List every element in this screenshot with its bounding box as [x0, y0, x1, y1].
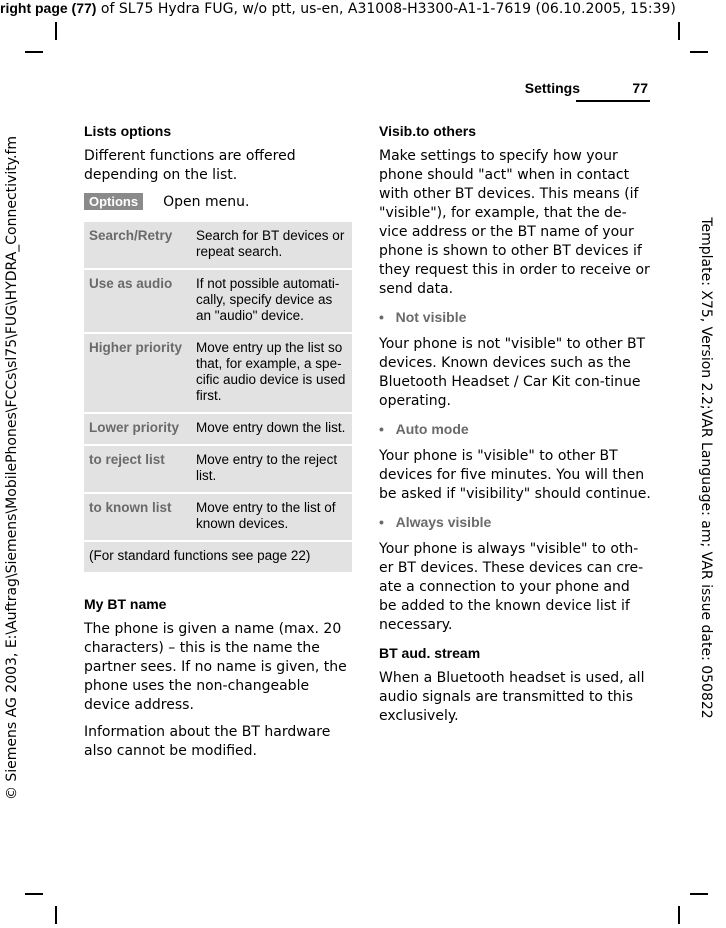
option-name: Use as audio	[84, 270, 191, 332]
lists-options-heading: Lists options	[84, 123, 172, 139]
options-softkey: Options	[84, 193, 143, 210]
lists-options-intro: Different functions are offered depending on the list.	[84, 148, 296, 183]
table-row	[84, 446, 352, 492]
print-header-page: right page (77)	[0, 0, 97, 16]
not-visible-text: Your phone is not "visible" to other BT devices. Known devices such as the Bluetooth Headset / Car Kit con-tinue operating.	[379, 336, 646, 409]
print-header-info: of SL75 Hydra FUG, w/o ptt, us-en, A31008-H3300-A1-1-7619 (06.10.2005, 15:39)	[96, 1, 676, 17]
table-row	[84, 334, 352, 412]
table-row	[84, 270, 352, 332]
option-name: to reject list	[84, 446, 191, 492]
option-name: to known list	[84, 494, 191, 540]
option-description: Move entry to the reject list.	[191, 446, 352, 492]
left-column	[84, 121, 354, 769]
bt-aud-stream-heading: BT aud. stream	[379, 645, 481, 661]
table-row	[84, 542, 352, 572]
option-description: Move entry up the list so that, for example, a spe-cific audio device is used first.	[191, 334, 352, 412]
option-description: Move entry to the list of known devices.	[191, 494, 352, 540]
option-description: Search for BT devices or repeat search.	[191, 222, 352, 268]
table-row	[84, 414, 352, 444]
bt-aud-stream-text: When a Bluetooth headset is used, all audio signals are transmitted to this exclusively.	[379, 670, 645, 724]
bullet-label: Not visible	[395, 309, 467, 325]
option-name: Higher priority	[84, 334, 191, 412]
options-text: Open menu.	[163, 193, 250, 210]
crop-mark	[55, 906, 57, 924]
option-description: Move entry down the list.	[191, 414, 352, 444]
crop-mark	[678, 22, 680, 40]
crop-mark	[55, 22, 57, 40]
table-row	[84, 494, 352, 540]
bullet-auto-mode: • Auto mode	[379, 421, 469, 437]
crop-mark	[25, 893, 43, 895]
my-bt-name-text: The phone is given a name (max. 20 characters) – this is the name the partner sees. If no name is given, the phone uses the non-changeable device address.	[84, 621, 347, 713]
print-header	[0, 0, 726, 17]
table-note: (For standard functions see page 22)	[84, 542, 352, 572]
bullet-not-visible: • Not visible	[379, 309, 467, 325]
header-rule	[576, 100, 650, 102]
bullet-label: Auto mode	[395, 421, 469, 437]
option-description: If not possible automati-cally, specify device as an "audio" device.	[191, 270, 352, 332]
table-row	[84, 222, 352, 268]
page-header	[470, 80, 650, 102]
options-line	[84, 193, 354, 210]
options-table	[84, 220, 352, 574]
bt-hardware-text: Information about the BT hardware also cannot be modified.	[84, 724, 331, 759]
option-name: Search/Retry	[84, 222, 191, 268]
auto-mode-text: Your phone is "visible" to other BT devices for five minutes. You will then be asked if "visibility" should continue.	[379, 448, 651, 502]
bullet-label: Always visible	[395, 514, 492, 530]
section-title: Settings	[524, 80, 580, 96]
crop-mark	[678, 906, 680, 924]
option-name: Lower priority	[84, 414, 191, 444]
bullet-always-visible: • Always visible	[379, 514, 492, 530]
visib-heading: Visib.to others	[379, 123, 476, 139]
crop-mark	[25, 51, 43, 53]
visib-intro: Make settings to specify how your phone should "act" when in contact with other BT devices. This means (if "visible"), for example, that the de-vice address or the BT name of your phone is shown to other BT devices if they request this in order to receive or send data.	[379, 148, 650, 297]
right-column	[379, 121, 651, 734]
always-visible-text: Your phone is always "visible" to oth-er BT devices. These devices can cre-ate a connection to your phone and be added to the known device list if necessary.	[379, 541, 644, 633]
page-number: 77	[632, 80, 648, 96]
my-bt-name-heading: My BT name	[84, 596, 167, 612]
copyright-path: © Siemens AG 2003, E:\Auftrag\Siemens\MobilePhones\FCCs\sl75\FUG\HYDRA_Connectivity.fm	[4, 135, 20, 801]
template-info: Template: X75, Version 2.2;VAR Language: am; VAR issue date: 050822	[698, 217, 714, 719]
